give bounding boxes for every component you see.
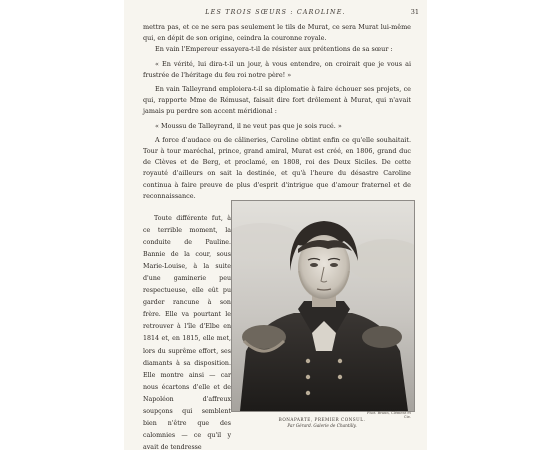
paragraph-2: En vain l'Empereur essayera-t-il de résister aux prétentions de sa sœur : xyxy=(155,45,393,54)
running-title: LES TROIS SŒURS : CAROLINE. xyxy=(205,9,346,16)
paragraph-1: mettra pas, et ce ne sera pas seulement le tils de Murat, ce sera Murat lui-même qui, en dépit de son origine, ceindra la couronne royale. xyxy=(143,23,411,43)
bonaparte-portrait-engraving xyxy=(232,201,414,411)
quote-emperor: « En vérité, lui dira-t-il un jour, à vous entendre, on croirait que je vous ai frustrée de l'héritage du feu roi notre père! » xyxy=(143,59,411,79)
page-number: 31 xyxy=(410,8,419,16)
illustration-caption-title: BONAPARTE, PREMIER CONSUL. xyxy=(278,417,366,422)
paragraph-talleyrand: En vain Talleyrand emploiera-t-il sa diplomatie à faire échouer ses projets, ce qui, rapporte Mme de Rémusat, faisait dire fort drôlement à Murat, qui n'avait jamais pu perdre son accent méridional : xyxy=(143,85,411,116)
illustration-caption-source: Par Gérard. Galerie de Chantilly. xyxy=(287,423,357,428)
quote-talleyrand: « Moussu de Talleyrand, il ne veut pas que je sois rucé. » xyxy=(155,121,342,130)
book-page xyxy=(124,0,427,450)
photo-credit: Phot. Braun, Clément et Cie. xyxy=(366,411,411,419)
portrait-illustration xyxy=(231,200,415,412)
paragraph-pauline: Toute différente fut, à ce terrible moment, la conduite de Pauline. Bannie de la cour, sous Marie-Louise, à la suite d'une gaminerie peu respectueuse, elle eût pu garder rancune à son frère. Elle va pourtant le retrouver à l'île d'Elbe en 1814 et, en 1815, elle met, lors du suprême effort, ses diamants à sa disposition. Elle montre ainsi — car nous écartons d'elle et de Napoléon d'affreux soupçons qui semblent bien n'être que des calomnies — ce qu'il y avait de tendresse xyxy=(143,215,231,451)
main-text-block xyxy=(143,22,411,202)
side-text-column xyxy=(143,213,231,454)
paragraph-caroline: A force d'audace ou de câlineries, Caroline obtint enfin ce qu'elle souhaitait. Tour à tour maréchal, prince, grand amiral, Murat est créé, en 1806, grand duc de Clèves et de Berg, et proclamé, en 1808, roi des Deux Siciles. De cette royauté d'ailleurs on sait la destinée, et qu'à l'heure du désastre Caroline continua à faire preuve de plus d'esprit d'intrigue que d'amour fraternel et de reconnaissance. xyxy=(143,135,411,200)
